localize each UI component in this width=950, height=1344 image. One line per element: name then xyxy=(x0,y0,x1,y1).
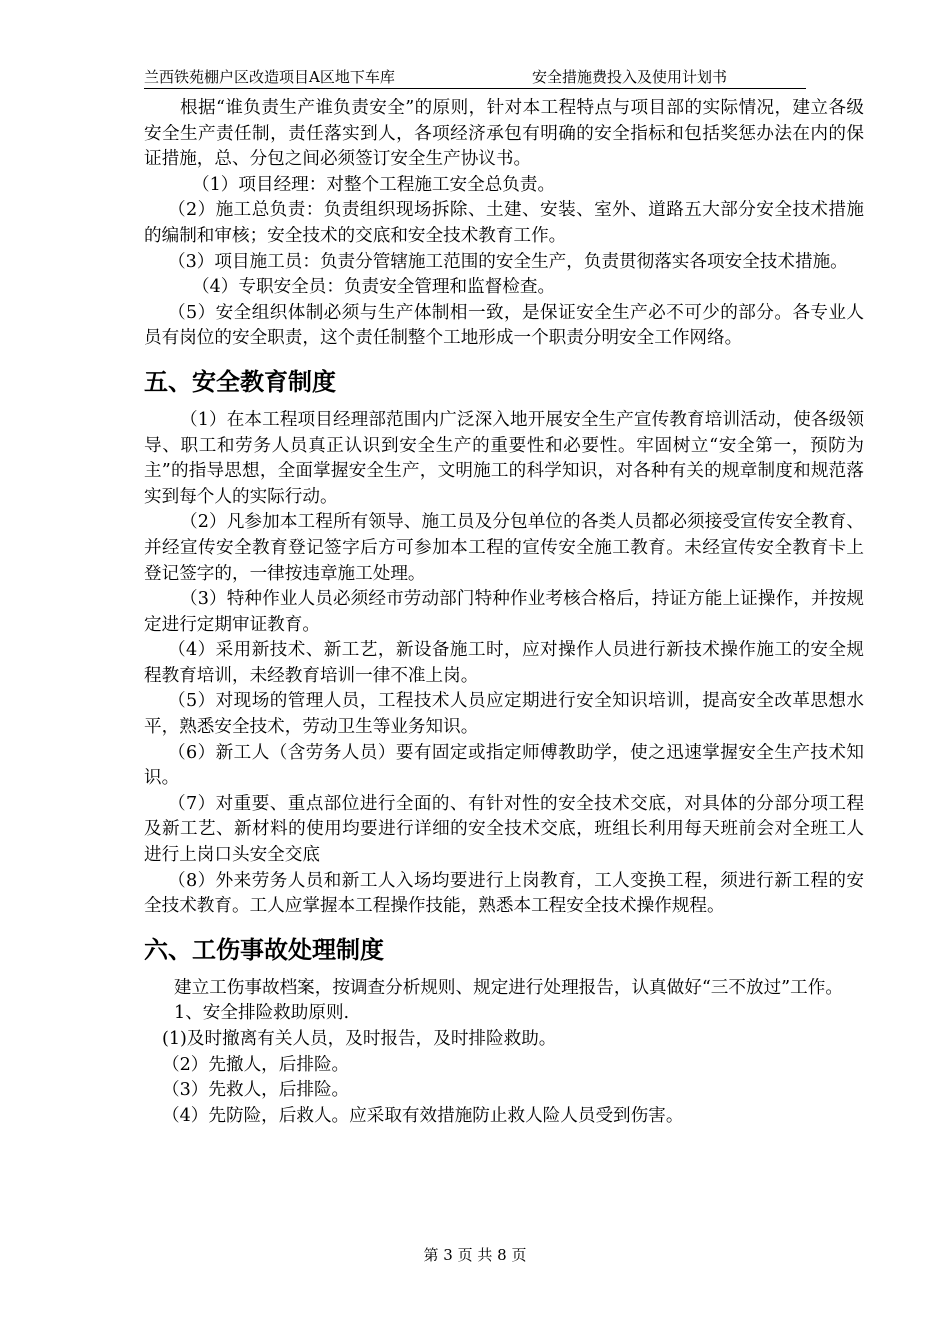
education-item-1: （1）在本工程项目经理部范围内广泛深入地开展安全生产宣传教育培训活动，使各级领导、职工和劳务人员真正认识到安全生产的重要性和必要性。牢固树立“安全第一，预防为主”的指导思想，全面掌握安全生产，文明施工的科学知识，对各种有关的规章制度和规范落实到每个人的实际行动。 xyxy=(144,409,864,507)
education-item-3: （3）特种作业人员必须经市劳动部门特种作业考核合格后，持证方能上证操作，并按规定进行定期审证教育。 xyxy=(144,589,864,635)
education-item-7: （7）对重要、重点部位进行全面的、有针对性的安全技术交底，对具体的分部分项工程及新工艺、新材料的使用均要进行详细的安全技术交底，班组长利用每天班前会对全班工人进行上岗口头安全交底 xyxy=(144,793,864,866)
rescue-principle-3: （3）先救人，后排险。 xyxy=(162,1080,350,1101)
page-number: 第 3 页 共 8 页 xyxy=(423,1246,527,1264)
page-header xyxy=(144,66,806,89)
education-item-8: （8）外来劳务人员和新工人入场均要进行上岗教育，工人变换工程，须进行新工程的安全技术教育。工人应掌握本工程操作技能，熟悉本工程安全技术操作规程。 xyxy=(144,870,864,917)
education-item-2: （2）凡参加本工程所有领导、施工员及分包单位的各类人员都必须接受宣传安全教育、并经宣传安全教育登记签字后方可参加本工程的宣传安全施工教育。未经宣传安全教育卡上登记签字的，一律按违章施工处理。 xyxy=(144,512,864,584)
document-body xyxy=(144,96,864,1129)
header-project-name: 兰西铁苑棚户区改造项目A区地下车库 xyxy=(144,68,395,86)
rescue-principle-1: (1)及时撤离有关人员，及时报告，及时排险救助。 xyxy=(162,1029,557,1049)
responsibility-item-4: （4）专职安全员：负责安全管理和监督检查。 xyxy=(192,277,556,298)
education-item-6: （6）新工人（含劳务人员）要有固定或指定师傅教助学，使之迅速掌握安全生产技术知识。 xyxy=(144,742,864,789)
rescue-principle-4: （4）先防险，后救人。应采取有效措施防止救人险人员受到伤害。 xyxy=(162,1105,684,1126)
responsibility-item-2: （2）施工总负责：负责组织现场拆除、土建、安装、室外、道路五大部分安全技术措施的编制和审核；安全技术的交底和安全技术教育工作。 xyxy=(144,200,864,246)
injury-intro-paragraph: 建立工伤事故档案，按调查分析规则、规定进行处理报告，认真做好“三不放过”工作。 xyxy=(174,977,843,998)
intro-paragraph: 根据“谁负责生产谁负责安全”的原则，针对本工程特点与项目部的实际情况，建立各级安全生产责任制，责任落实到人，各项经济承包有明确的安全指标和包括奖惩办法在内的保证措施，总、分包之间必须签订安全生产协议书。 xyxy=(144,98,864,170)
section-6-heading: 六、工伤事故处理制度 xyxy=(144,935,384,964)
education-item-5: （5）对现场的管理人员，工程技术人员应定期进行安全知识培训，提高安全改革思想水平，熟悉安全技术，劳动卫生等业务知识。 xyxy=(144,691,864,738)
responsibility-item-3: （3）项目施工员：负责分管辖施工范围的安全生产，负责贯彻落实各项安全技术措施。 xyxy=(168,251,848,272)
responsibility-item-1: （1）项目经理：对整个工程施工安全总负责。 xyxy=(192,174,556,195)
education-item-4: （4）采用新技术、新工艺，新设备施工时，应对操作人员进行新技术操作施工的安全规程教育培训，未经教育培训一律不准上岗。 xyxy=(144,640,864,686)
section-5-heading: 五、安全教育制度 xyxy=(144,367,336,396)
rescue-principle-heading: 1、安全排险救助原则. xyxy=(174,1003,350,1024)
responsibility-item-5: （5）安全组织体制必须与生产体制相一致，是保证安全生产必不可少的部分。各专业人员有岗位的安全职责，这个责任制整个工地形成一个职责分明安全工作网络。 xyxy=(144,302,864,349)
header-document-title: 安全措施费投入及使用计划书 xyxy=(532,68,728,86)
rescue-principle-2: （2）先撤人，后排险。 xyxy=(162,1054,350,1075)
